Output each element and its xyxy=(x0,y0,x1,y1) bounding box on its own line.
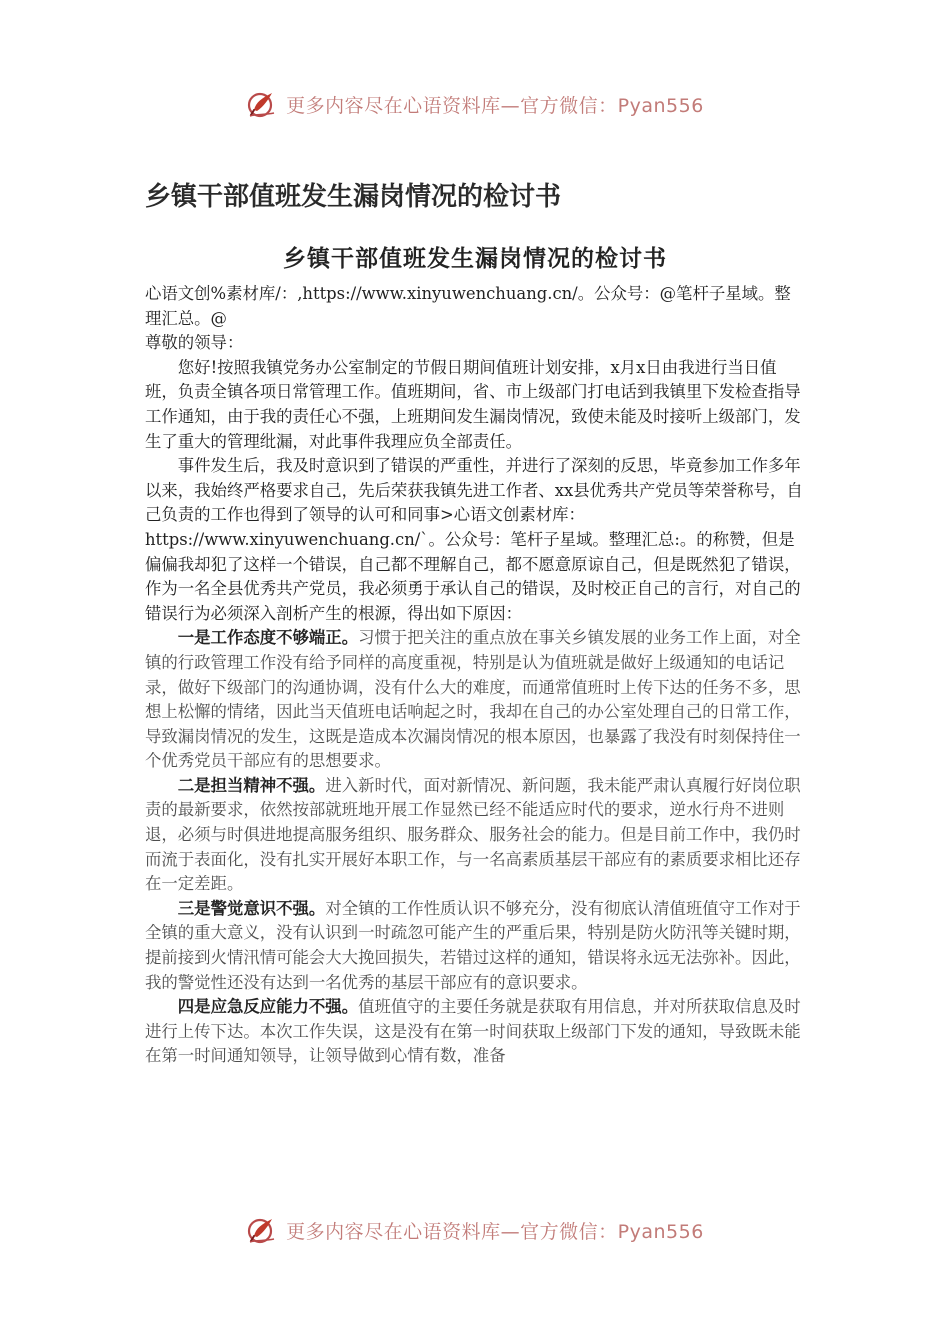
footer-banner xyxy=(0,1210,950,1250)
source-line: 心语文创%素材库/：,https://www.xinyuwenchuang.cn/。公众号：@笔杆子星域。整理汇总。@ xyxy=(145,284,791,328)
reason-2-heading: 二是担当精神不强。 xyxy=(177,775,326,795)
reason-1-heading: 一是工作态度不够端正。 xyxy=(177,628,359,648)
paragraph-2: 事件发生后，我及时意识到了错误的严重性，并进行了深刻的反思，毕竟参加工作多年以来，我始终严格要求自己，先后荣获我镇先进工作者、xx县优秀共产党员等荣誉称号，自己负责的工作也得到了领导的认可和同事>心语文创素材库：https://www.xinyuwenchuang.cn/`。公众号：笔杆子星域。整理汇总:。的称赞，但是偏偏我却犯了这样一个错误，自己都不理解自己，都不愿意原谅自己，但是既然犯了错误，作为一名全县优秀共产党员，我必须勇于承认自己的错误，及时校正自己的言行，对自己的错误行为必须深入剖析产生的根源，得出如下原因： xyxy=(145,456,803,623)
reason-4 xyxy=(145,995,805,1069)
document-body xyxy=(145,282,805,1069)
reason-1-text: 习惯于把关注的重点放在事关乡镇发展的业务工作上面，对全镇的行政管理工作没有给予同样的高度重视，特别是认为值班就是做好上级通知的电话记录，做好下级部门的沟通协调，没有什么大的难度，而通常值班时上传下达的任务不多，思想上松懈的情绪，因此当天值班电话响起之时，我却在自己的办公室处理自己的日常工作，导致漏岗情况的发生，这既是造成本次漏岗情况的根本原因，也暴露了我没有时刻保持住一个优秀党员干部应有的思想要求。 xyxy=(145,628,801,771)
pen-logo-icon xyxy=(246,88,278,120)
reason-4-heading: 四是应急反应能力不强。 xyxy=(177,997,359,1017)
reason-4-text: 值班值守的主要任务就是获取有用信息，并对所获取信息及时进行上传下达。本次工作失误，这是没有在第一时间获取上级部门下发的通知，导致既未能在第一时间通知领导，让领导做到心情有数，准备 xyxy=(145,997,801,1066)
reason-3-text: 对全镇的工作性质认识不够充分，没有彻底认清值班值守工作对于全镇的重大意义，没有认识到一时疏忽可能产生的严重后果，特别是防火防汛等关键时期，提前接到火情汛情可能会大大挽回损失，若错过这样的通知，错误将永远无法弥补。因此，我的警觉性还没有达到一名优秀的基层干部应有的意识要求。 xyxy=(145,898,801,992)
pen-logo-icon xyxy=(246,1214,278,1246)
reason-3-heading: 三是警觉意识不强。 xyxy=(177,898,326,918)
document-subtitle: 乡镇干部值班发生漏岗情况的检讨书 xyxy=(283,246,667,272)
paragraph-1: 您好!按照我镇党务办公室制定的节假日期间值班计划安排，x月x日由我进行当日值班，负责全镇各项日常管理工作。值班期间，省、市上级部门打电话到我镇里下发检查指导工作通知，由于我的责任心不强，上班期间发生漏岗情况，致使未能及时接听上级部门，发生了重大的管理纰漏，对此事件我理应负全部责任。 xyxy=(145,357,801,451)
footer-banner-text: 更多内容尽在心语资料库—官方微信：Pyan556 xyxy=(286,1220,704,1243)
header-banner xyxy=(0,84,950,124)
reason-3 xyxy=(145,897,805,995)
document-title: 乡镇干部值班发生漏岗情况的检讨书 xyxy=(145,182,562,212)
reason-2-text: 进入新时代，面对新情况、新问题，我未能严肃认真履行好岗位职责的最新要求，依然按部就班地开展工作显然已经不能适应时代的要求，逆水行舟不进则退，必须与时俱进地提高服务组织、服务群众、服务社会的能力。但是目前工作中，我仍时而流于表面化，没有扎实开展好本职工作，与一名高素质基层干部应有的素质要求相比还存在一定差距。 xyxy=(145,775,801,894)
header-banner-text: 更多内容尽在心语资料库—官方微信：Pyan556 xyxy=(286,94,704,117)
reason-1 xyxy=(145,626,805,774)
reason-2 xyxy=(145,774,805,897)
salutation: 尊敬的领导： xyxy=(145,333,244,353)
